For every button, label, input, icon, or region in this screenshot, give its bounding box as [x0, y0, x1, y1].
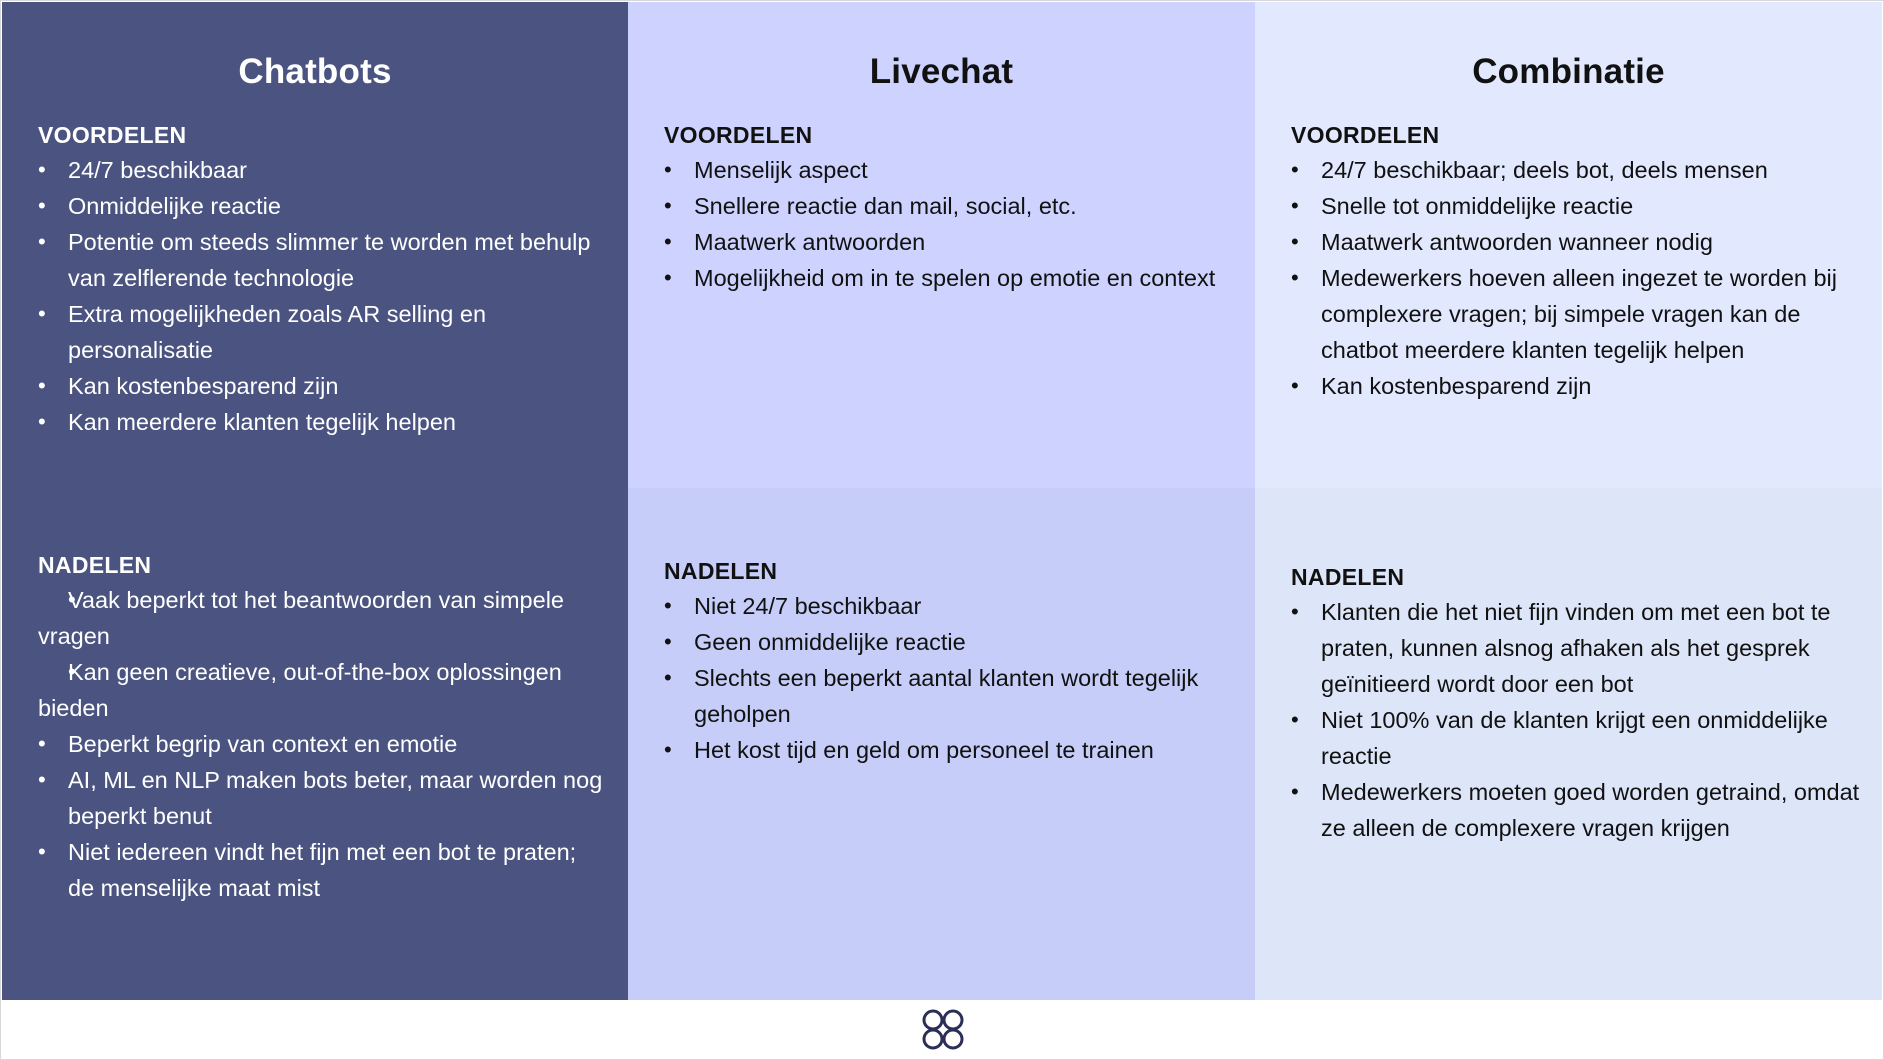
list-item: • Niet iedereen vindt het fijn met een bot te praten; de menselijke maat mist	[38, 834, 608, 906]
list-item: • Slechts een beperkt aantal klanten wordt tegelijk geholpen	[664, 660, 1235, 732]
list-item: • Kan geen creatieve, out-of-the-box oplossingen bieden	[38, 654, 608, 726]
chatbots-voordelen-section	[38, 118, 608, 440]
livechat-voordelen-section	[664, 118, 1235, 296]
list-item: • Medewerkers hoeven alleen ingezet te worden bij complexere vragen; bij simpele vragen kan de chatbot meerdere klanten tegelijk helpen	[1291, 260, 1868, 368]
combinatie-voordelen-list	[1291, 152, 1868, 404]
list-item: • Kan kostenbesparend zijn	[1291, 368, 1868, 404]
chatbots-advantages-panel	[2, 2, 628, 488]
list-item: • Kan meerdere klanten tegelijk helpen	[38, 404, 608, 440]
chatbots-nadelen-section	[38, 548, 608, 906]
comparison-grid	[2, 2, 1882, 1000]
nadelen-heading: NADELEN	[1291, 564, 1405, 590]
list-item: • Geen onmiddelijke reactie	[664, 624, 1235, 660]
list-item: • Klanten die het niet fijn vinden om met een bot te praten, kunnen alsnog afhaken als het gesprek geïnitieerd wordt door een bot	[1291, 594, 1868, 702]
combinatie-advantages-panel	[1255, 2, 1882, 488]
list-item: • Vaak beperkt tot het beantwoorden van simpele vragen	[38, 582, 608, 654]
list-item: • Snelle tot onmiddelijke reactie	[1291, 188, 1868, 224]
chatbots-nadelen-list	[38, 582, 608, 906]
combinatie-voordelen-section	[1291, 118, 1868, 404]
clover-logo-icon	[919, 1008, 967, 1052]
list-item: • 24/7 beschikbaar	[38, 152, 608, 188]
chatbots-voordelen-list	[38, 152, 608, 440]
column-title-livechat: Livechat	[869, 52, 1014, 91]
nadelen-heading: NADELEN	[38, 552, 152, 578]
voordelen-heading: VOORDELEN	[664, 122, 813, 148]
list-item: • Niet 100% van de klanten krijgt een onmiddelijke reactie	[1291, 702, 1868, 774]
livechat-nadelen-section	[664, 554, 1235, 768]
nadelen-heading: NADELEN	[664, 558, 778, 584]
voordelen-heading: VOORDELEN	[1291, 122, 1440, 148]
list-item: • Extra mogelijkheden zoals AR selling en personalisatie	[38, 296, 608, 368]
chatbots-disadvantages-panel	[2, 488, 628, 1000]
list-item: • Medewerkers moeten goed worden getraind, omdat ze alleen de complexere vragen krijgen	[1291, 774, 1868, 846]
column-title-combinatie: Combinatie	[1472, 52, 1665, 91]
list-item: • Mogelijkheid om in te spelen op emotie en context	[664, 260, 1235, 296]
list-item: • AI, ML en NLP maken bots beter, maar worden nog beperkt benut	[38, 762, 608, 834]
list-item: • Het kost tijd en geld om personeel te trainen	[664, 732, 1235, 768]
livechat-voordelen-list	[664, 152, 1235, 296]
list-item: • Menselijk aspect	[664, 152, 1235, 188]
combinatie-disadvantages-panel	[1255, 488, 1882, 1000]
list-item: • 24/7 beschikbaar; deels bot, deels mensen	[1291, 152, 1868, 188]
list-item: • Niet 24/7 beschikbaar	[664, 588, 1235, 624]
list-item: • Onmiddelijke reactie	[38, 188, 608, 224]
list-item: • Potentie om steeds slimmer te worden met behulp van zelflerende technologie	[38, 224, 608, 296]
list-item: • Beperkt begrip van context en emotie	[38, 726, 608, 762]
column-title-chatbots: Chatbots	[238, 52, 392, 91]
list-item: • Snellere reactie dan mail, social, etc.	[664, 188, 1235, 224]
livechat-disadvantages-panel	[628, 488, 1255, 1000]
combinatie-nadelen-section	[1291, 560, 1868, 846]
list-item: • Maatwerk antwoorden	[664, 224, 1235, 260]
combinatie-nadelen-list	[1291, 594, 1868, 846]
livechat-nadelen-list	[664, 588, 1235, 768]
voordelen-heading: VOORDELEN	[38, 122, 187, 148]
list-item: • Kan kostenbesparend zijn	[38, 368, 608, 404]
slide-footer	[1, 1000, 1883, 1059]
list-item: • Maatwerk antwoorden wanneer nodig	[1291, 224, 1868, 260]
livechat-advantages-panel	[628, 2, 1255, 488]
